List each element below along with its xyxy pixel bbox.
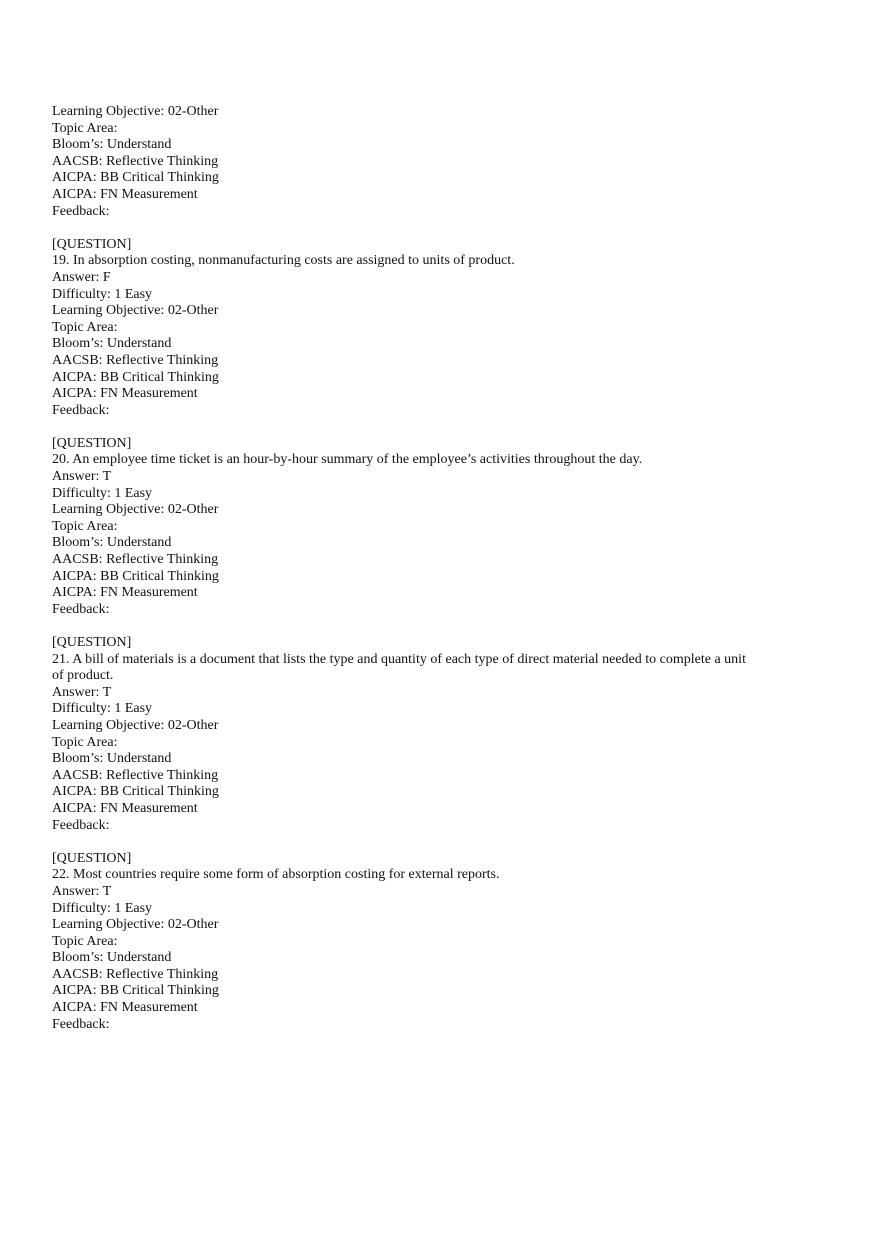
aicpa-bb-tag: AICPA: BB Critical Thinking xyxy=(52,170,219,186)
question-text: 21. A bill of materials is a document that lists the type and quantity of each type of direct material needed to complete a unit of product. xyxy=(52,651,746,684)
question-block-22 xyxy=(52,851,792,1034)
blooms-level: Bloom’s: Understand xyxy=(52,751,172,767)
feedback-label: Feedback: xyxy=(52,1016,110,1032)
blooms-level: Bloom’s: Understand xyxy=(52,137,172,153)
answer: Answer: T xyxy=(52,684,112,700)
blooms-level: Bloom’s: Understand xyxy=(52,535,172,551)
answer: Answer: F xyxy=(52,269,111,285)
topic-area: Topic Area: xyxy=(52,319,118,335)
document-page xyxy=(52,104,792,1050)
aacsb-tag: AACSB: Reflective Thinking xyxy=(52,767,219,783)
question-text: 22. Most countries require some form of absorption costing for external reports. xyxy=(52,867,500,883)
difficulty: Difficulty: 1 Easy xyxy=(52,900,153,916)
aacsb-tag: AACSB: Reflective Thinking xyxy=(52,552,219,568)
feedback-label: Feedback: xyxy=(52,402,110,418)
question-marker: [QUESTION] xyxy=(52,850,132,866)
question-block-21 xyxy=(52,635,792,834)
feedback-label: Feedback: xyxy=(52,817,110,833)
question-text: 20. An employee time ticket is an hour-by-hour summary of the employee’s activities throughout the day. xyxy=(52,452,643,468)
aacsb-tag: AACSB: Reflective Thinking xyxy=(52,966,219,982)
learning-objective: Learning Objective: 02-Other xyxy=(52,717,219,733)
aicpa-fn-tag: AICPA: FN Measurement xyxy=(52,585,198,601)
difficulty: Difficulty: 1 Easy xyxy=(52,485,153,501)
aicpa-bb-tag: AICPA: BB Critical Thinking xyxy=(52,784,219,800)
difficulty: Difficulty: 1 Easy xyxy=(52,701,153,717)
learning-objective: Learning Objective: 02-Other xyxy=(52,917,219,933)
aicpa-bb-tag: AICPA: BB Critical Thinking xyxy=(52,568,219,584)
learning-objective: Learning Objective: 02-Other xyxy=(52,303,219,319)
topic-area: Topic Area: xyxy=(52,734,118,750)
feedback-label: Feedback: xyxy=(52,203,110,219)
question-marker: [QUESTION] xyxy=(52,236,132,252)
aicpa-bb-tag: AICPA: BB Critical Thinking xyxy=(52,983,219,999)
aicpa-fn-tag: AICPA: FN Measurement xyxy=(52,386,198,402)
question-marker: [QUESTION] xyxy=(52,635,132,650)
aicpa-fn-tag: AICPA: FN Measurement xyxy=(52,800,198,816)
blooms-level: Bloom’s: Understand xyxy=(52,336,172,352)
learning-objective: Learning Objective: 02-Other xyxy=(52,104,219,119)
aacsb-tag: AACSB: Reflective Thinking xyxy=(52,352,219,368)
blooms-level: Bloom’s: Understand xyxy=(52,950,172,966)
aicpa-fn-tag: AICPA: FN Measurement xyxy=(52,186,198,202)
answer: Answer: T xyxy=(52,883,112,899)
question-block-20 xyxy=(52,436,792,619)
feedback-label: Feedback: xyxy=(52,601,110,617)
question-block-19 xyxy=(52,237,792,420)
question-text: 19. In absorption costing, nonmanufacturing costs are assigned to units of product. xyxy=(52,253,515,269)
answer: Answer: T xyxy=(52,469,112,485)
topic-area: Topic Area: xyxy=(52,120,118,136)
learning-objective: Learning Objective: 02-Other xyxy=(52,502,219,518)
topic-area: Topic Area: xyxy=(52,933,118,949)
difficulty: Difficulty: 1 Easy xyxy=(52,286,153,302)
aicpa-fn-tag: AICPA: FN Measurement xyxy=(52,1000,198,1016)
topic-area: Topic Area: xyxy=(52,518,118,534)
aicpa-bb-tag: AICPA: BB Critical Thinking xyxy=(52,369,219,385)
partial-question-block xyxy=(52,104,792,220)
aacsb-tag: AACSB: Reflective Thinking xyxy=(52,153,219,169)
question-marker: [QUESTION] xyxy=(52,435,132,451)
